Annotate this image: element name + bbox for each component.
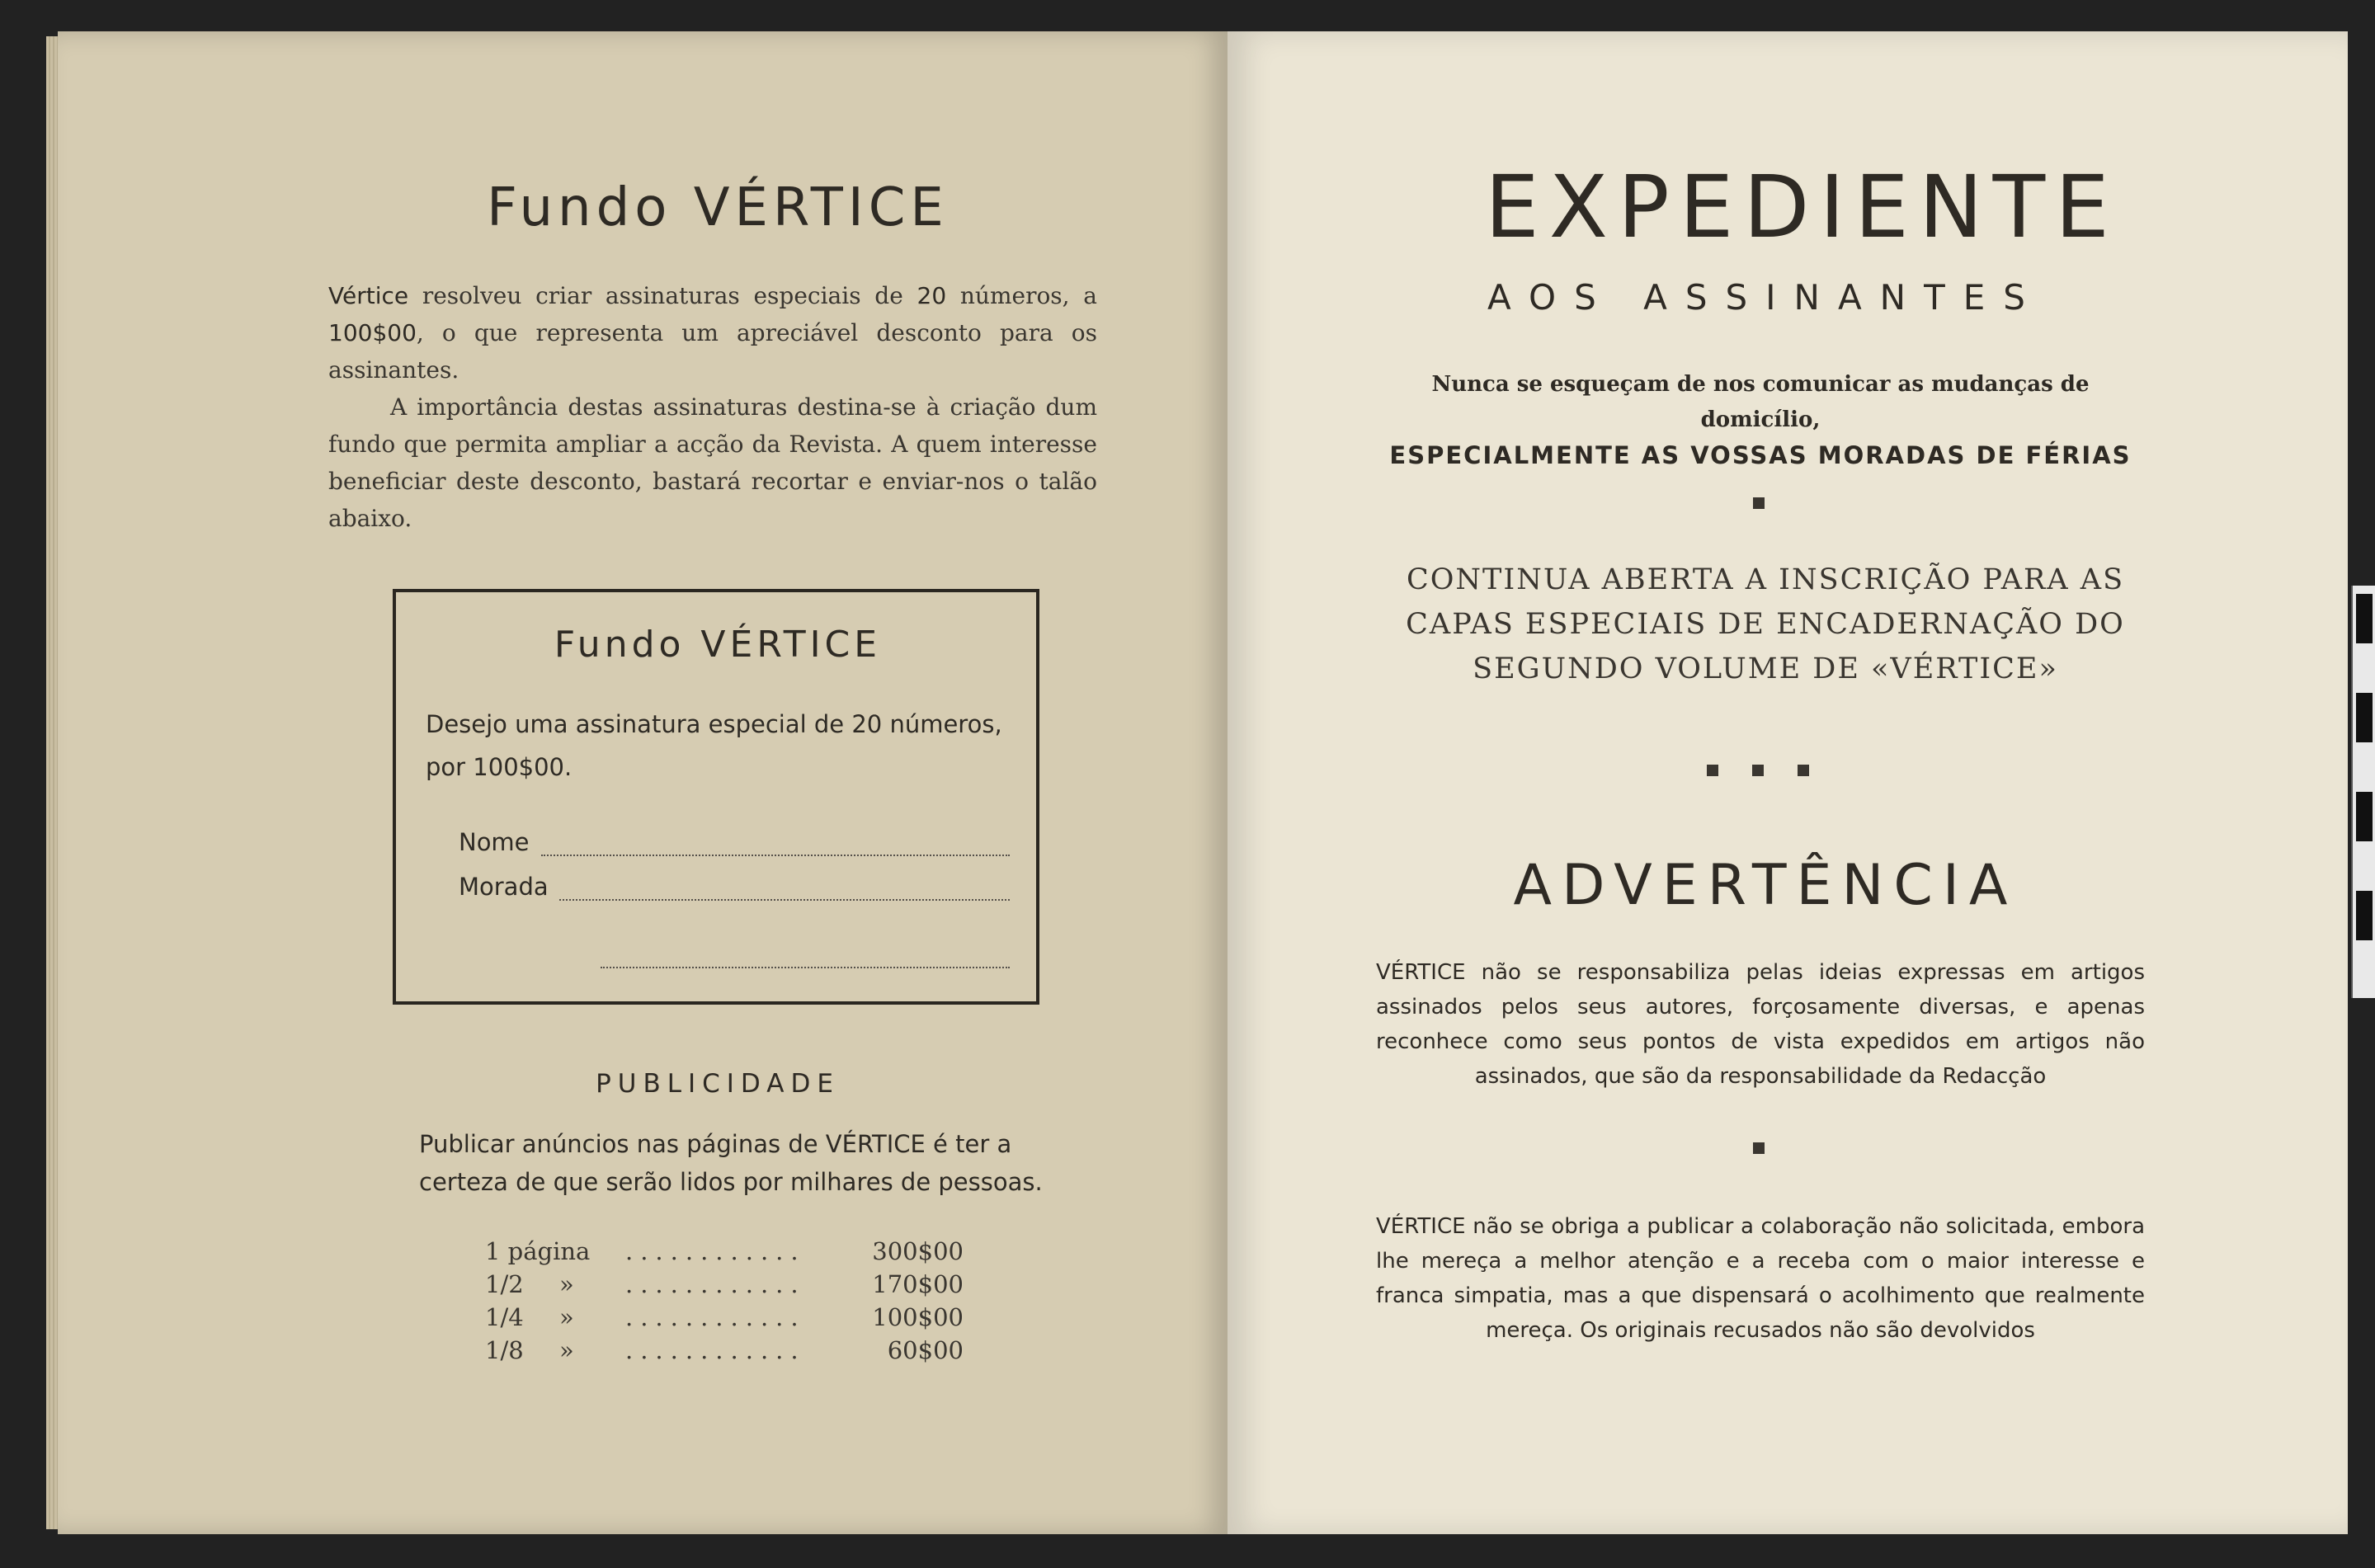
square-ornament <box>1798 765 1809 776</box>
price-row <box>485 1237 964 1270</box>
price-row <box>485 1270 964 1303</box>
address-label: Morada <box>459 873 549 901</box>
brand-name: Vértice <box>328 282 409 309</box>
scale-segment <box>2356 891 2373 940</box>
address-field[interactable] <box>559 899 1010 901</box>
fundo-title: Fundo VÉRTICE <box>487 177 949 238</box>
scale-segment <box>2356 792 2373 841</box>
price-value: 170$00 <box>872 1270 964 1298</box>
expediente-title: EXPEDIENTE <box>1485 157 2119 257</box>
binding-covers-notice: CONTINUA ABERTA A INSCRIÇÃO PARA AS CAPAS ESPECIAIS DE ENCADERNAÇÃO DO SEGUNDO VOLUME DE «VÉRTICE» <box>1406 563 2125 685</box>
coupon-title: Fundo VÉRTICE <box>554 624 882 666</box>
scale-segment <box>2356 693 2373 742</box>
price-size: 1 página <box>485 1237 591 1265</box>
price-value: 100$00 <box>872 1303 964 1331</box>
responsibility-notice: VÉRTICE não se responsabiliza pelas ideias expressas em artigos assinados pelos seus autores, forçosamente diversas, e apenas reconhece como seus pontos de vista expedidos em artigos não assinados, que são da responsabilidade da Redacção <box>1376 960 2145 1089</box>
fundo-text-part: números, a <box>946 282 1097 309</box>
price-ditto: » <box>559 1336 574 1364</box>
fundo-price: 100$00 <box>328 319 417 346</box>
fundo-description <box>328 277 1097 537</box>
square-ornament <box>1753 1142 1765 1154</box>
square-ornament <box>1753 497 1765 509</box>
dot-leader: ............ <box>625 1303 806 1331</box>
publicidade-text: Publicar anúncios nas páginas de VÉRTICE é ter a certeza de que serão lidos por milhares de pessoas. <box>419 1130 1043 1196</box>
submissions-notice: VÉRTICE não se obriga a publicar a colaboração não solicitada, embora lhe mereça a melhor atenção e a receba com o maior interesse e franca simpatia, mas a que dispensará o acolhimento que realmente mereça. Os originais recusados não são devolvidos <box>1376 1214 2145 1343</box>
price-value: 300$00 <box>872 1237 964 1265</box>
holiday-address-line: ESPECIALMENTE AS VOSSAS MORADAS DE FÉRIAS <box>1389 441 2132 469</box>
dot-leader: ............ <box>625 1270 806 1298</box>
price-value: 60$00 <box>887 1336 964 1364</box>
fundo-text-part: resolveu criar assinaturas especiais de <box>408 282 917 309</box>
address-field-extra-line[interactable] <box>601 967 1010 968</box>
price-ditto: » <box>559 1303 574 1331</box>
price-size: 1/8 <box>485 1336 524 1364</box>
fundo-text-part: , o que representa um apreciável desconto para os assinantes. <box>328 319 1097 384</box>
price-row <box>485 1336 964 1369</box>
dot-leader: ............ <box>625 1237 806 1265</box>
dot-leader: ............ <box>625 1336 806 1364</box>
scale-bar <box>2351 586 2375 998</box>
subscription-coupon <box>393 589 1039 1005</box>
fundo-issue-count: 20 <box>917 282 947 309</box>
fundo-paragraph-2: A importância destas assinaturas destina-se à criação dum fundo que permita ampliar a acção da Revista. A quem interesse beneficiar deste desconto, bastará recortar e enviar-nos o talão abaixo. <box>328 393 1097 532</box>
address-change-notice <box>1373 367 2148 473</box>
square-ornament <box>1707 765 1718 776</box>
price-size: 1/4 <box>485 1303 524 1331</box>
assinantes-subtitle: AOS ASSINANTES <box>1487 277 2043 318</box>
scale-segment <box>2356 594 2373 643</box>
price-ditto: » <box>559 1270 574 1298</box>
coupon-request-text: Desejo uma assinatura especial de 20 números, por 100$00. <box>426 710 1002 781</box>
square-ornament <box>1752 765 1764 776</box>
publicidade-title: PUBLICIDADE <box>596 1069 840 1099</box>
price-row <box>485 1303 964 1336</box>
name-field[interactable] <box>541 855 1010 856</box>
price-size: 1/2 <box>485 1270 524 1298</box>
name-label: Nome <box>459 828 530 856</box>
advertencia-title: ADVERTÊNCIA <box>1513 853 2018 918</box>
address-change-line: Nunca se esqueçam de nos comunicar as mudanças de domicílio, <box>1431 372 2090 432</box>
